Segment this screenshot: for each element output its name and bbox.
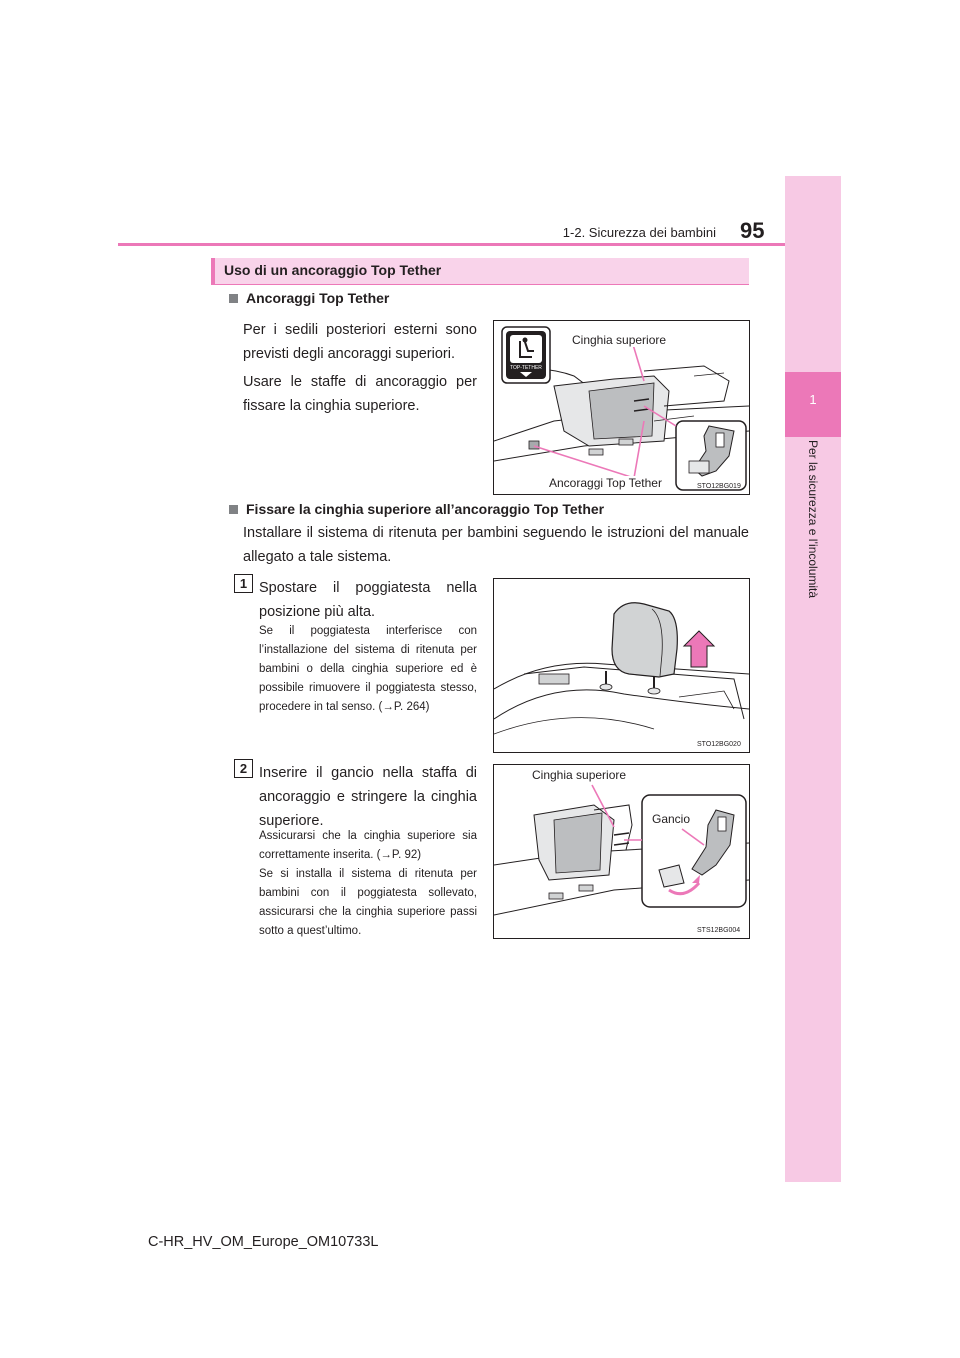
figure-hook-insert <box>493 764 750 939</box>
step-1-marker: 1 <box>234 574 253 593</box>
label-cinghia-superiore-2: Cinghia superiore <box>532 768 627 782</box>
side-tab-number: 1 <box>809 392 817 407</box>
bullet-square-icon <box>229 505 238 514</box>
label-ancoraggi: Ancoraggi Top Tether <box>549 476 662 490</box>
page-number: 95 <box>740 218 765 243</box>
figure-3-illustration <box>494 765 749 938</box>
section-heading-rule <box>211 284 749 285</box>
step-2-note-2: Se si installa il sistema di ritenuta per bambini con il poggiatesta sollevato, assicurarsi che la cinghia superiore passi sotto a quest’ultimo. <box>259 868 477 937</box>
bullet-anchors-heading: Ancoraggi Top Tether <box>246 290 390 306</box>
bullet-fasten <box>229 501 604 517</box>
label-gancio: Gancio <box>652 812 691 826</box>
badge-text: TOP-TETHER <box>510 365 542 371</box>
side-tab-title: Per la sicurezza e l’incolumità <box>806 440 820 599</box>
step-1-note: Se il poggiatesta interferisce con l’installazione del sistema di ritenuta per bambini o della cinghia superiore ed è possibile rimuovere il poggiatesta stesso, procedere in tal senso. (→P. 264) <box>259 625 477 713</box>
figure-1-code: STO12BG019 <box>697 483 741 490</box>
document-id: C-HR_HV_OM_Europe_OM10733L <box>148 1234 379 1250</box>
block2-intro: Installare il sistema di ritenuta per bambini seguendo le istruzioni del manuale allegato a tale sistema. <box>243 525 749 565</box>
bullet-anchors <box>229 290 389 306</box>
header-rule <box>118 243 785 246</box>
block1-para1: Per i sedili posteriori esterni sono previsti degli ancoraggi superiori. <box>243 322 477 362</box>
label-cinghia-superiore-1: Cinghia superiore <box>572 333 667 347</box>
side-tab <box>785 176 841 1182</box>
bullet-square-icon <box>229 294 238 303</box>
step-2-note-1: Assicurarsi che la cinghia superiore sia correttamente inserita. (→P. 92) <box>259 830 477 861</box>
figure-headrest-raise <box>493 578 750 753</box>
bullet-fasten-heading: Fissare la cinghia superiore all’ancoraggio Top Tether <box>246 501 605 517</box>
step-1-text: Spostare il poggiatesta nella posizione più alta. <box>259 580 477 620</box>
step-2-text: Inserire il gancio nella staffa di ancoraggio e stringere la cinghia superiore. <box>259 765 477 829</box>
step-2-marker: 2 <box>234 759 253 778</box>
figure-2-illustration <box>494 579 749 752</box>
block1-para2: Usare le staffe di ancoraggio per fissare la cinghia superiore. <box>243 374 477 414</box>
figure-3-code: STS12BG004 <box>697 927 741 934</box>
figure-2-code: STO12BG020 <box>697 741 741 748</box>
section-title: Uso di un ancoraggio Top Tether <box>224 262 442 278</box>
chapter-title: 1-2. Sicurezza dei bambini <box>562 225 716 240</box>
